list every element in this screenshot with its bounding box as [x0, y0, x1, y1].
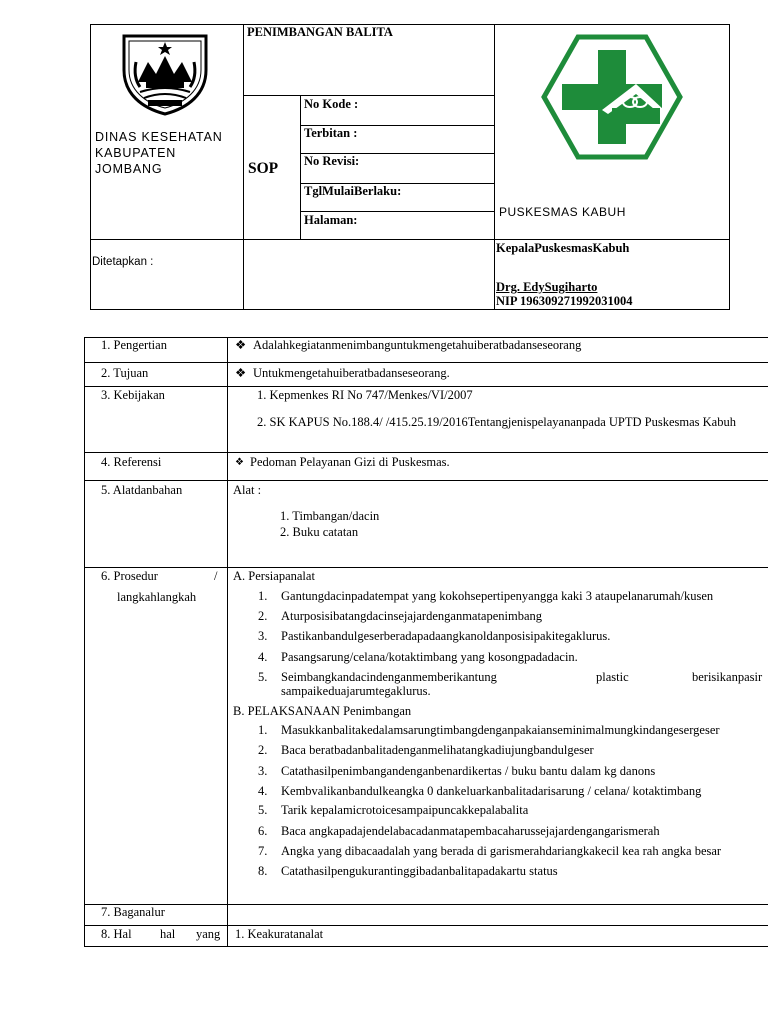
persiapan-item-1: Gantungdacinpadatempat yang kokohsepertipenyangga kaki 3 ataupelanarumah/kusen	[281, 589, 714, 603]
persiapan-item-2: Aturposisibatangdacinsejajardenganmatapenimbang	[281, 609, 543, 623]
dinas-line-2: KABUPATEN	[95, 146, 177, 160]
signer-name: Drg. EdySugiharto	[496, 280, 598, 294]
alat-item-1: 1. Timbangan/dacin	[280, 509, 380, 523]
section-label-kebijakan: 3. Kebijakan	[101, 388, 165, 402]
field-halaman: Halaman:	[304, 213, 358, 227]
kebijakan-item-1: 1. Kepmenkes RI No 747/Menkes/VI/2007	[257, 388, 473, 402]
hal-item-1: 1. Keakuratanalat	[235, 927, 324, 941]
section-label-langkah: langkahlangkah	[117, 590, 197, 604]
sop-label: SOP	[248, 160, 279, 177]
ditetapkan-label: Ditetapkan :	[92, 256, 154, 268]
persiapan-item-5-line-2: sampaikeduajarumtegaklurus.	[281, 684, 431, 698]
tujuan-text: Untukmengetahuiberatbadanseseorang.	[253, 366, 450, 380]
pelaksanaan-item-8: Catathasilpengukurantinggibadanbalitapadakartu status	[281, 864, 558, 878]
tujuan-bullet-icon: ❖	[235, 366, 247, 380]
section-label-prosedur-slash: /	[214, 569, 218, 583]
document-title: PENIMBANGAN BALITA	[247, 25, 393, 39]
section-label-pengertian: 1. Pengertian	[101, 338, 167, 352]
field-no-revisi: No Revisi:	[304, 154, 360, 168]
field-terbitan: Terbitan :	[304, 126, 358, 140]
section-label-yang: yang	[196, 927, 221, 941]
section-label-alat: 5. Alatdanbahan	[101, 483, 183, 497]
signer-nip: NIP 196309271992031004	[496, 294, 633, 308]
dinas-line-1: DINAS KESEHATAN	[95, 130, 223, 144]
kabupaten-crest-logo	[118, 32, 212, 116]
dinas-line-3: JOMBANG	[95, 162, 163, 176]
pelaksanaan-item-6: Baca angkapadajendelabacadanmatapembacaharussejajardengangarismerah	[281, 824, 660, 838]
pelaksanaan-item-4: Kembvalikanbandulkeangka 0 dankeluarkanbalitadarisarung / celana/ kotaktimbang	[281, 784, 702, 798]
referensi-bullet-icon: ❖	[235, 457, 244, 468]
persiapan-title: A. Persiapanalat	[233, 569, 315, 583]
referensi-text: Pedoman Pelayanan Gizi di Puskesmas.	[250, 455, 450, 469]
alat-item-2: 2. Buku catatan	[280, 525, 359, 539]
section-label-hal-2: hal	[160, 927, 176, 941]
pelaksanaan-item-5: Tarik kepalamicrotoicesampaipuncakkepalabalita	[281, 803, 529, 817]
puskesmas-name: PUSKESMAS KABUH	[499, 205, 626, 219]
field-no-kode: No Kode :	[304, 97, 359, 111]
section-label-referensi: 4. Referensi	[101, 455, 162, 469]
alat-intro: Alat :	[233, 483, 262, 497]
puskesmas-logo	[540, 34, 684, 160]
field-tgl-mulai-berlaku: TglMulaiBerlaku:	[304, 184, 402, 198]
pelaksanaan-item-3: Catathasilpenimbangandenganbenardikertas / buku bantu dalam kg danons	[281, 764, 656, 778]
pengertian-text: Adalahkegiatanmenimbanguntukmengetahuiberatbadanseseorang	[253, 338, 582, 352]
persiapan-item-4: Pasangsarung/celana/kotaktimbang yang kosongpadadacin.	[281, 650, 578, 664]
kebijakan-item-2: 2. SK KAPUS No.188.4/ /415.25.19/2016Tentangjenispelayananpada UPTD Puskesmas Kabuh	[257, 415, 736, 429]
pelaksanaan-item-2: Baca beratbadanbalitadenganmelihatangkadiujungbandulgeser	[281, 743, 594, 757]
persiapan-item-5-word-berisikan: berisikanpasir	[692, 670, 763, 684]
section-label-prosedur: 6. Prosedur	[101, 569, 158, 583]
persiapan-item-5-word-plastic: plastic	[596, 670, 629, 684]
persiapan-item-5: Seimbangkandacindenganmemberikantung	[281, 670, 497, 684]
persiapan-item-3: Pastikanbandulgeserberadapadaangkanoldanposisipakitegaklurus.	[281, 629, 611, 643]
section-label-tujuan: 2. Tujuan	[101, 366, 149, 380]
section-label-baganalur: 7. Baganalur	[101, 905, 165, 919]
pelaksanaan-item-7: Angka yang dibacaadalah yang berada di garismerahdariangkakecil kea rah angka besar	[281, 844, 722, 858]
section-label-hal: 8. Hal	[101, 927, 132, 941]
pengertian-bullet-icon: ❖	[235, 338, 247, 352]
pelaksanaan-item-1: Masukkanbalitakedalamsarungtimbangdenganpakaianseminimalmungkindangesergeser	[281, 723, 720, 737]
pelaksanaan-title: B. PELAKSANAAN Penimbangan	[233, 704, 412, 718]
signer-title: KepalaPuskesmasKabuh	[496, 241, 630, 255]
